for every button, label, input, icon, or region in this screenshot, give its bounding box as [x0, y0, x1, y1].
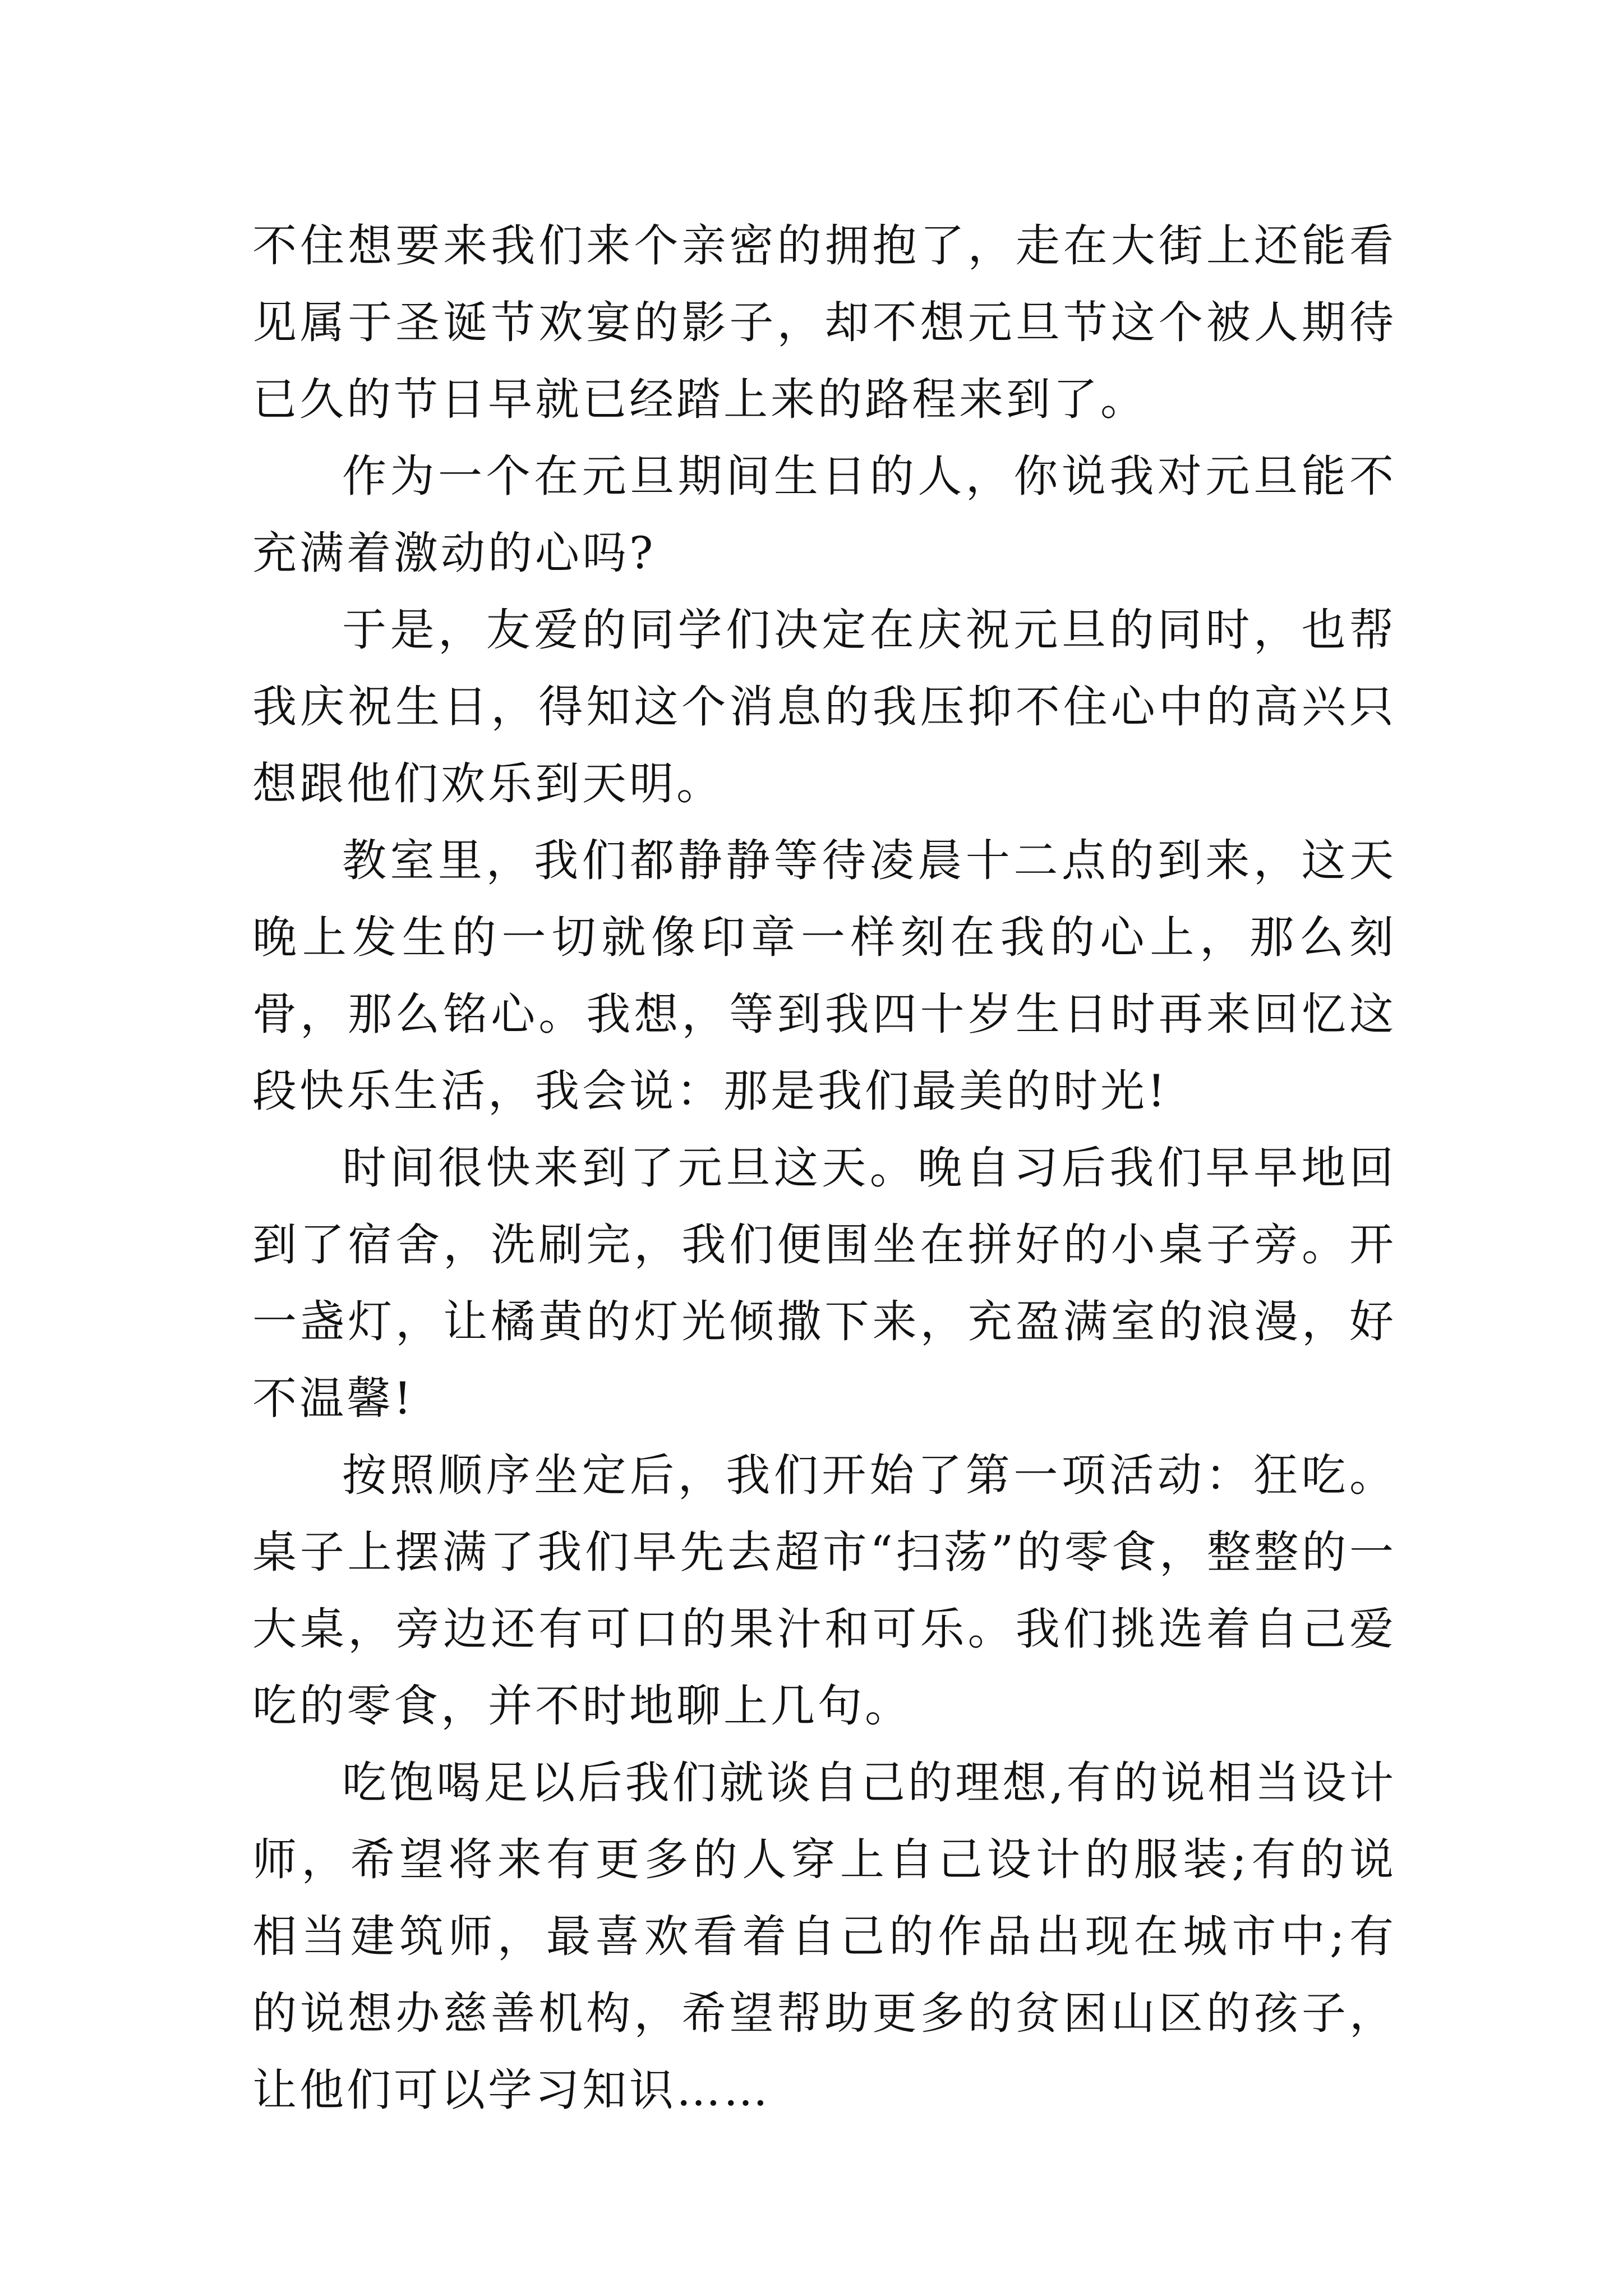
paragraph-1: 不住想要来我们来个亲密的拥抱了，走在大街上还能看见属于圣诞节欢宴的影子，却不想元旦节这个被人期待已久的节日早就已经踏上来的路程来到了。 [252, 220, 1396, 425]
paragraph-5: 时间很快来到了元旦这天。晚自习后我们早早地回到了宿舍，洗刷完，我们便围坐在拼好的小桌子旁。开一盏灯，让橘黄的灯光倾撒下来，充盈满室的浪漫，好不温馨! [252, 1142, 1396, 1424]
paragraph-6: 按照顺序坐定后，我们开始了第一项活动：狂吃。桌子上摆满了我们早先去超市“扫荡”的零食，整整的一大桌，旁边还有可口的果汁和可乐。我们挑选着自己爱吃的零食，并不时地聊上几句。 [252, 1450, 1396, 1732]
paragraph-4: 教室里，我们都静静等待凌晨十二点的到来，这天晚上发生的一切就像印章一样刻在我的心上，那么刻骨，那么铭心。我想，等到我四十岁生日时再来回忆这段快乐生活，我会说：那是我们最美的时光! [252, 835, 1396, 1117]
paragraph-3: 于是，友爱的同学们决定在庆祝元旦的同时，也帮我庆祝生日，得知这个消息的我压抑不住心中的高兴只想跟他们欢乐到天明。 [252, 604, 1396, 809]
body-text [252, 208, 1396, 2129]
paragraph-7: 吃饱喝足以后我们就谈自己的理想,有的说相当设计师，希望将来有更多的人穿上自己设计的服装;有的说相当建筑师，最喜欢看着自己的作品出现在城市中;有的说想办慈善机构，希望帮助更多的贫困山区的孩子，让他们可以学习知识…… [252, 1757, 1396, 2116]
paragraph-2: 作为一个在元旦期间生日的人，你说我对元旦能不充满着激动的心吗? [252, 450, 1396, 579]
